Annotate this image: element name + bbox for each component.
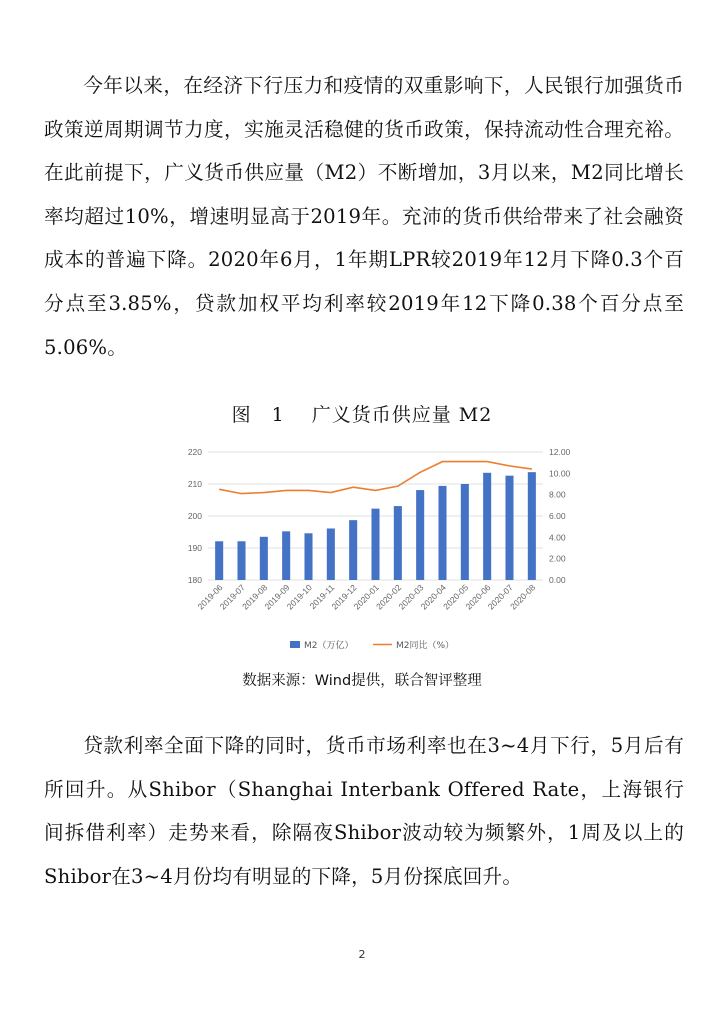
left-tick-label: 190 <box>187 543 202 553</box>
x-tick-label: 2020-05 <box>441 582 471 612</box>
right-tick-label: 4.00 <box>549 532 566 543</box>
body-paragraph-1: 今年以来，在经济下行压力和疫情的双重影响下，人民银行加强货币政策逆周期调节力度，实施灵活稳健的货币政策，保持流动性合理充裕。在此前提下，广义货币供应量（M2）不断增加，3月以来，M2同比增长率均超过10%，增速明显高于2019年。充沛的货币供给带来了社会融资成本的普遍下降。2020年6月，1年期LPR较2019年12月下降0.3个百分点至3.85%，贷款加权平均利率较2019年12下降0.38个百分点至5.06%。 <box>44 74 684 359</box>
x-tick-label: 2020-06 <box>463 582 493 612</box>
m2-bar <box>505 476 513 580</box>
legend-label-m2-yoy: M2同比（%） <box>396 641 455 651</box>
right-tick-label: 10.00 <box>549 468 571 479</box>
m2-bars <box>215 472 536 580</box>
x-tick-label: 2019-10 <box>284 582 314 612</box>
body-paragraph-2: 贷款利率全面下降的同时，货币市场利率也在3~4月下行，5月后有所回升。从Shibor（Shanghai Interbank Offered Rate，上海银行间拆借利率）走势来看，除隔夜Shibor波动较为频繁外，1周及以上的Shibor在3~4月份均有明显的下降，5月份探底回升。 <box>44 734 684 888</box>
m2-bar <box>528 472 536 580</box>
x-tick-label: 2019-11 <box>307 582 337 612</box>
x-tick-label: 2020-03 <box>396 582 426 612</box>
page-number: 2 <box>358 948 366 961</box>
m2-chart <box>168 440 578 672</box>
right-tick-label: 12.00 <box>549 447 571 457</box>
legend-label-m2: M2（万亿） <box>304 641 354 651</box>
m2-bar <box>483 473 491 580</box>
chart-legend <box>290 639 454 651</box>
m2-bar <box>438 486 446 580</box>
x-tick-label: 2019-06 <box>195 582 225 612</box>
left-tick-label: 220 <box>187 447 202 457</box>
m2-bar <box>349 520 357 580</box>
right-tick-label: 2.00 <box>549 553 566 564</box>
m2-bar <box>215 541 223 580</box>
left-tick-label: 180 <box>187 575 202 585</box>
x-tick-label: 2020-04 <box>418 582 448 612</box>
m2-bar <box>260 537 268 580</box>
left-tick-label: 200 <box>187 511 202 521</box>
right-tick-label: 6.00 <box>549 511 566 521</box>
data-source-note: 数据来源：Wind提供，联合智评整理 <box>242 673 482 689</box>
m2-bar <box>304 533 312 580</box>
x-tick-label: 2019-09 <box>262 582 292 612</box>
left-axis-ticks <box>188 447 202 585</box>
right-tick-label: 8.00 <box>549 489 566 500</box>
x-tick-label: 2020-02 <box>374 582 404 612</box>
m2-bar <box>371 509 379 580</box>
m2-bar <box>461 484 469 580</box>
m2-bar <box>327 528 335 580</box>
x-tick-label: 2019-08 <box>240 582 270 612</box>
x-tick-label: 2019-07 <box>217 582 247 612</box>
m2-bar <box>416 490 424 580</box>
m2-bar <box>394 506 402 580</box>
x-axis-ticks <box>195 582 537 611</box>
legend-swatch-m2 <box>290 641 300 648</box>
left-tick-label: 210 <box>187 479 202 489</box>
figure-title: 图 1 广义货币供应量 M2 <box>231 404 493 426</box>
m2-bar <box>237 541 245 580</box>
x-tick-label: 2020-08 <box>508 582 538 612</box>
x-tick-label: 2020-07 <box>485 582 515 612</box>
x-tick-label: 2020-01 <box>351 582 381 612</box>
right-tick-label: 0.00 <box>549 575 566 585</box>
right-axis-ticks <box>549 447 571 585</box>
m2-bar <box>282 531 290 580</box>
x-tick-label: 2019-12 <box>329 582 359 612</box>
